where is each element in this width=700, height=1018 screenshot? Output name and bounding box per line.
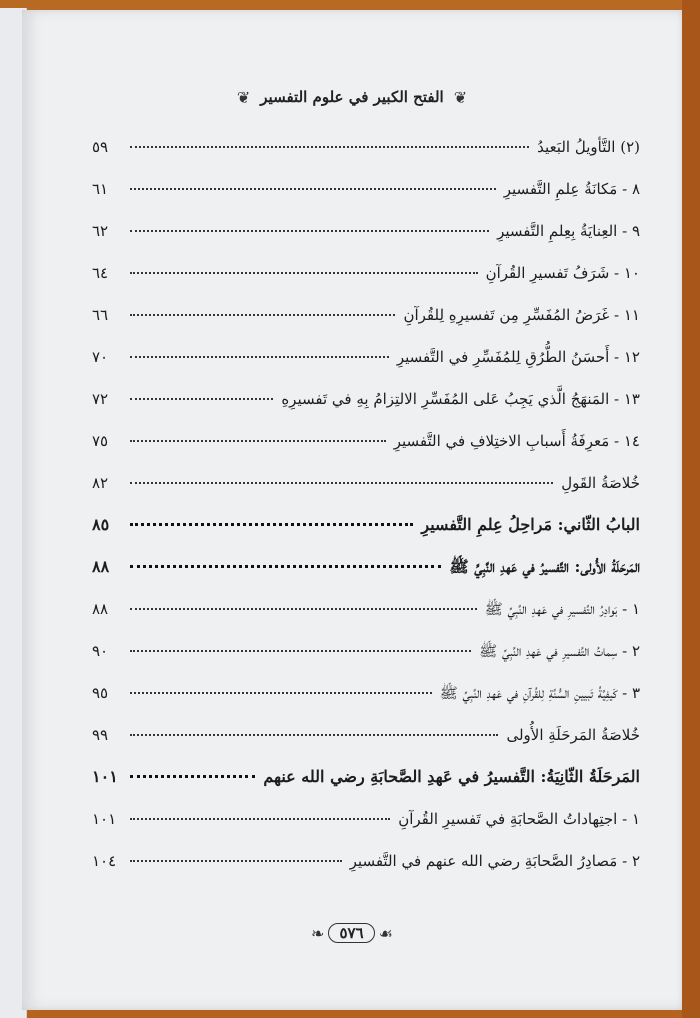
toc-entry: [92, 840, 640, 882]
toc-entry-title: خُلاصَةُ المَرحَلَةِ الأُولى: [506, 726, 640, 744]
toc-entry-title: ٩ - العِنايَةُ بِعِلمِ التَّفسيرِ: [497, 222, 640, 240]
dot-leader: [130, 356, 389, 358]
toc-entry-page: ٧٥: [92, 432, 109, 450]
toc-entry: [92, 252, 640, 294]
toc-entry: [92, 798, 640, 840]
toc-entry-page: ٨٥: [92, 515, 110, 534]
background-right: [682, 0, 700, 1018]
toc-entry-page: ٨٨: [92, 600, 109, 618]
toc-entry-page: ١٠٤: [92, 852, 117, 870]
toc-entry-title: ١ - اجتِهاداتُ الصَّحابَةِ في تَفسيرِ القُرآنِ: [398, 810, 640, 828]
toc-entry-page: ٦٦: [92, 306, 109, 324]
toc-entry-page: ٧٢: [92, 390, 109, 408]
toc-entry: [92, 630, 640, 672]
toc-entry-page: ١٠١: [92, 767, 118, 786]
dot-leader: [130, 692, 432, 694]
toc-entry: [92, 756, 640, 798]
ornament-right-icon: ❦: [453, 87, 468, 107]
dot-leader: [130, 146, 529, 148]
dot-leader: [130, 734, 498, 736]
dot-leader: [130, 272, 478, 274]
ornament-right-icon: ❧: [311, 923, 325, 943]
toc-entry: [92, 420, 640, 462]
toc-entry-title: ٣ - كَيفِيَّةُ تَبيينِ السُّنَّةِ لِلقُرآنِ في عَهدِ النَّبِيِّ ﷺ: [439, 684, 640, 702]
toc-entry-page: ٨٢: [92, 474, 109, 492]
toc-entry-title: ١٠ - شَرَفُ تَفسيرِ القُرآنِ: [485, 264, 640, 282]
dot-leader: [130, 565, 441, 568]
toc-entry-title: ١١ - غَرَضُ المُفَسِّرِ مِن تَفسيرِهِ لِلقُرآنِ: [403, 306, 640, 324]
toc-entry-title: المَرحَلَةُ الأُولى: التَّفسيرُ في عَهدِ النَّبِيِّ ﷺ: [449, 557, 640, 576]
toc-entry: [92, 672, 640, 714]
toc-entry: [92, 504, 640, 546]
toc-entry-page: ٦١: [92, 180, 109, 198]
page-number: ٥٧٦: [328, 923, 374, 943]
dot-leader: [130, 314, 395, 316]
toc-entry: [92, 462, 640, 504]
toc-entry: [92, 546, 640, 588]
toc-entry-title: ١٣ - المَنهَجُ الَّذي يَجِبُ عَلى المُفَسِّرِ الالتِزامُ بِهِ في تَفسيرِهِ: [281, 390, 640, 408]
toc-entry-title: البابُ الثّاني: مَراحِلُ عِلمِ التَّفسيرِ: [421, 515, 640, 534]
dot-leader: [130, 775, 255, 778]
toc-entry-page: ١٠١: [92, 810, 117, 828]
toc-entry: [92, 294, 640, 336]
toc-entry-title: ٨ - مَكانَةُ عِلمِ التَّفسيرِ: [503, 180, 640, 198]
toc-entry-page: ٩٩: [92, 726, 109, 744]
toc-entry-title: ٢ - سِماتُ التَّفسيرِ في عَهدِ النَّبِيِّ ﷺ: [479, 642, 640, 660]
dot-leader: [130, 608, 477, 610]
dot-leader: [130, 398, 273, 400]
running-header: [22, 82, 682, 112]
toc-entry-page: ٦٢: [92, 222, 109, 240]
toc-entry-title: ٢ - مَصادِرُ الصَّحابَةِ رضي الله عنهم في التَّفسيرِ: [349, 852, 640, 870]
dot-leader: [130, 230, 489, 232]
toc-entry: [92, 336, 640, 378]
dot-leader: [130, 818, 390, 820]
dot-leader: [130, 482, 553, 484]
toc-entry: [92, 378, 640, 420]
toc-entry-page: ٨٨: [92, 557, 110, 576]
toc-entry-page: ٥٩: [92, 138, 109, 156]
toc-entry-page: ٦٤: [92, 264, 109, 282]
book-page: [22, 10, 682, 1010]
toc-entry-page: ٩٥: [92, 684, 109, 702]
dot-leader: [130, 523, 413, 526]
toc-entry-title: ١٢ - أَحسَنُ الطُّرُقِ لِلمُفَسِّرِ في التَّفسيرِ: [396, 348, 640, 366]
toc-entry-title: ١٤ - مَعرِفَةُ أَسبابِ الاختِلافِ في التَّفسيرِ: [393, 432, 640, 450]
toc-entry: [92, 126, 640, 168]
toc-entry-title: ١ - بَوادِرُ التَّفسيرِ في عَهدِ النَّبِيِّ ﷺ: [484, 600, 640, 618]
toc-entry-page: ٧٠: [92, 348, 109, 366]
dot-leader: [130, 188, 496, 190]
toc-entry-title: خُلاصَةُ القَولِ: [561, 474, 640, 492]
toc-entry: [92, 714, 640, 756]
toc-entry: [92, 168, 640, 210]
dot-leader: [130, 440, 386, 442]
header-title: الفتح الكبير في علوم التفسير: [260, 88, 444, 106]
ornament-left-icon: ❦: [236, 87, 251, 107]
dot-leader: [130, 650, 471, 652]
dot-leader: [130, 860, 342, 862]
toc-entry: [92, 210, 640, 252]
toc-entry-title: (٢) التَّأويلُ البَعيدُ: [537, 138, 640, 156]
toc-entry-title: المَرحَلَةُ الثّانِيَةُ: التَّفسيرُ في عَهدِ الصَّحابَةِ رضي الله عنهم: [263, 767, 640, 786]
table-of-contents: [92, 126, 640, 882]
toc-entry-page: ٩٠: [92, 642, 109, 660]
page-footer: [22, 918, 682, 948]
ornament-left-icon: ☙: [378, 923, 393, 943]
toc-entry: [92, 588, 640, 630]
